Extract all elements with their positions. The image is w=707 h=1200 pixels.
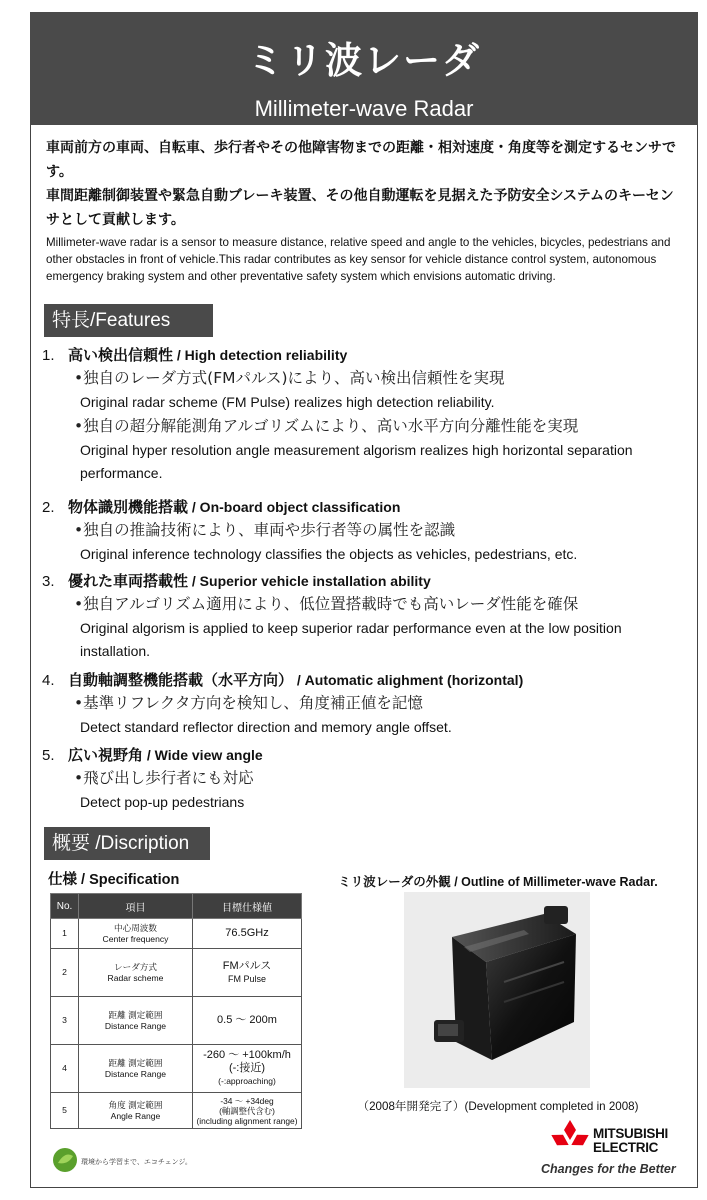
- intro-en: Millimeter-wave radar is a sensor to measure distance, relative speed and angle to the vehicles, bicycles, pedestrians and other obstacles in front of vehicle.This radar contributes as key sensor for vehicle distance control system, autonomous emergency braking system and other preventative safety system which envisions automatic driving.: [46, 236, 671, 283]
- row-item-en: Distance Range: [104, 1068, 167, 1079]
- feature-title-jp: 優れた車両搭載性: [68, 573, 189, 590]
- row-value-1: -260 ～ +100km/h: [203, 1049, 291, 1061]
- radar-photo: [404, 892, 590, 1088]
- row-item-en: Distance Range: [104, 1020, 167, 1031]
- feature-title: [42, 570, 692, 592]
- feature-title: [42, 744, 692, 766]
- feature-4: [42, 669, 692, 739]
- brand-name-line1: MITSUBISHI: [593, 1126, 669, 1141]
- feature-bullet-en: Original hyper resolution angle measurement algorism realizes high horizontal separation performance.: [80, 442, 633, 481]
- row-value-3: (including alignment range): [196, 1115, 298, 1126]
- feature-title-jp: 高い検出信頼性: [68, 347, 174, 364]
- feature-bullet-en: Detect standard reflector direction and memory angle offset.: [80, 719, 452, 735]
- feature-bullet-en: Original inference technology classifies the objects as vehicles, pedestrians, etc.: [80, 546, 578, 562]
- three-diamonds-icon: [549, 1120, 591, 1160]
- row-item: [79, 1093, 193, 1129]
- feature-number: 3.: [42, 573, 55, 590]
- row-value: [193, 997, 302, 1045]
- feature-bullet-jp: •独自のレーダ方式(FMパルス)により、高い検出信頼性を実現: [74, 369, 505, 387]
- feature-title-en: / Wide view angle: [143, 747, 263, 763]
- row-value-1: 0.5 ～ 200m: [217, 1014, 277, 1026]
- feature-bullet-jp: •独自の推論技術により、車両や歩行者等の属性を認識: [74, 521, 456, 539]
- row-item: [79, 919, 193, 949]
- feature-title: [42, 669, 692, 691]
- feature-3: [42, 570, 692, 663]
- feature-title-en: / Superior vehicle installation ability: [188, 573, 431, 589]
- feature-number: 2.: [42, 499, 55, 516]
- row-item-jp: 角度 測定範囲: [108, 1099, 163, 1110]
- row-value-2: FM Pulse: [227, 973, 266, 984]
- row-no: 2: [51, 949, 79, 997]
- feature-bullet-jp: •飛び出し歩行者にも対応: [74, 769, 254, 787]
- row-item-en: Center frequency: [102, 933, 169, 944]
- page-header: [30, 12, 698, 125]
- brand-name-line2: ELECTRIC: [593, 1140, 659, 1155]
- row-value: [193, 1093, 302, 1129]
- table-row: [51, 949, 302, 997]
- row-value: [193, 919, 302, 949]
- brand-tagline: Changes for the Better: [541, 1162, 676, 1176]
- feature-bullet-en: Detect pop-up pedestrians: [80, 794, 245, 810]
- row-item-jp: 距離 測定範囲: [108, 1057, 163, 1068]
- row-no: 1: [51, 919, 79, 949]
- row-item-jp: 中心周波数: [114, 922, 157, 933]
- feature-title-en: / On-board object classification: [188, 499, 401, 515]
- row-item-jp: 距離 測定範囲: [108, 1009, 163, 1020]
- feature-title-en: / High detection reliability: [173, 347, 348, 363]
- feature-title: [42, 496, 692, 518]
- feature-bullet-en: Original algorism is applied to keep superior radar performance even at the low position installation.: [80, 620, 622, 659]
- eco-tagline: 環境から学習まで、エコチェンジ。: [81, 1158, 192, 1166]
- row-value-2: (軸調整代含む): [219, 1105, 275, 1116]
- feature-bullet-jp: •独自の超分解能測角アルゴリズムにより、高い水平方向分離性能を実現: [74, 417, 579, 435]
- features-heading: 特長/Features: [44, 304, 213, 337]
- radar-unit-image: [404, 892, 590, 1088]
- table-header-no: No.: [51, 894, 79, 919]
- intro-jp-2: 車間距離制御装置や緊急自動ブレーキ装置、その他自動運転を見据えた予防安全システムのキーセンサとして貢献します。: [46, 188, 674, 228]
- table-row: [51, 919, 302, 949]
- row-value-3: (-:approaching): [218, 1076, 276, 1086]
- mitsubishi-logo: [541, 1120, 697, 1180]
- page-title-jp: ミリ波レーダ: [247, 39, 481, 82]
- row-item-en: Radar scheme: [107, 972, 164, 983]
- feature-title-jp: 自動軸調整機能搭載（水平方向）: [68, 672, 294, 689]
- feature-2: [42, 496, 692, 566]
- feature-5: [42, 744, 692, 814]
- feature-title-jp: 物体識別機能搭載: [68, 499, 189, 516]
- feature-number: 1.: [42, 347, 55, 364]
- outline-title: ミリ波レーダの外観 / Outline of Millimeter-wave Radar.: [338, 875, 658, 889]
- row-value-1: -34 ～ +34deg: [220, 1095, 274, 1106]
- intro-jp-1: 車両前方の車両、自転車、歩行者やその他障害物までの距離・相対速度・角度等を測定するセンサです。: [46, 140, 676, 180]
- row-value-1: FMパルス: [222, 959, 272, 972]
- feature-number: 4.: [42, 672, 55, 689]
- row-value-2: (-:接近): [228, 1062, 266, 1074]
- eco-leaf-icon: [52, 1147, 78, 1173]
- row-item: [79, 1045, 193, 1093]
- feature-title-jp: 広い視野角: [68, 747, 144, 764]
- page-title-en: Millimeter-wave Radar: [254, 96, 474, 121]
- row-no: 3: [51, 997, 79, 1045]
- feature-bullet-en: Original radar scheme (FM Pulse) realizes high detection reliability.: [80, 394, 495, 410]
- table-header-value: 目標仕様値: [193, 894, 302, 919]
- row-item: [79, 997, 193, 1045]
- feature-1: [42, 344, 692, 485]
- feature-title: [42, 344, 692, 366]
- spec-title: 仕様 / Specification: [48, 872, 180, 888]
- outline-caption: （2008年開発完了）(Development completed in 2008): [357, 1100, 639, 1113]
- table-row: [51, 997, 302, 1045]
- feature-bullet-jp: •基準リフレクタ方向を検知し、角度補正値を記憶: [74, 694, 423, 712]
- row-no: 4: [51, 1045, 79, 1093]
- table-header-item: 項目: [79, 894, 193, 919]
- spec-table: [50, 893, 302, 1129]
- eco-changes-logo: [52, 1147, 78, 1177]
- table-row: [51, 1045, 302, 1093]
- intro-block: [46, 136, 686, 285]
- table-row: [51, 1093, 302, 1129]
- row-no: 5: [51, 1093, 79, 1129]
- row-item-en: Angle Range: [110, 1110, 161, 1121]
- feature-title-en: / Automatic alighment (horizontal): [293, 672, 524, 688]
- row-value: [193, 949, 302, 997]
- table-header-row: [51, 894, 302, 919]
- feature-number: 5.: [42, 747, 55, 764]
- row-item-jp: レーダ方式: [114, 961, 157, 972]
- row-item: [79, 949, 193, 997]
- row-value-1: 76.5GHz: [225, 927, 269, 939]
- feature-bullet-jp: •独自アルゴリズム適用により、低位置搭載時でも高いレーダ性能を確保: [74, 595, 579, 613]
- description-heading: 概要 /Discription: [44, 827, 210, 860]
- row-value: [193, 1045, 302, 1093]
